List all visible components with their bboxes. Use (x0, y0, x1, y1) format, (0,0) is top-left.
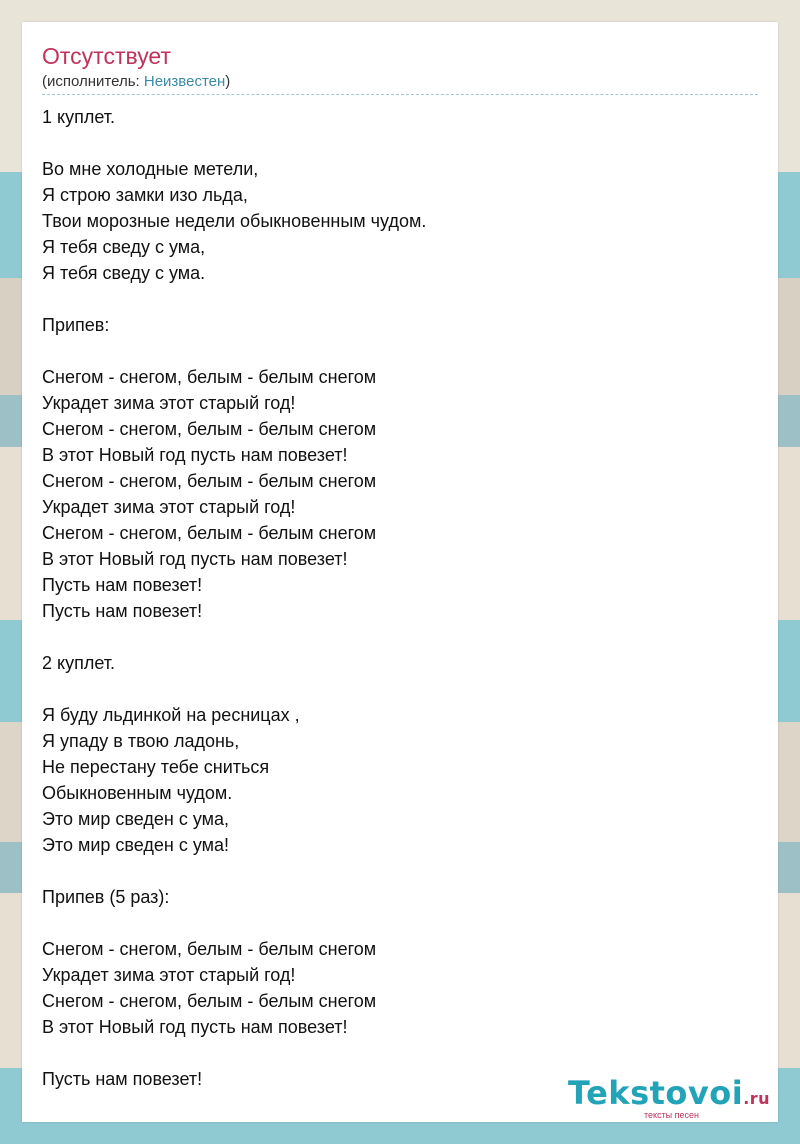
lyric-line: Я тебя сведу с ума. (42, 263, 206, 283)
lyric-line (42, 338, 742, 364)
lyric-line: Не перестану тебе сниться (42, 757, 270, 777)
lyric-line: Это мир сведен с ума, (42, 809, 230, 829)
lyric-line: Припев: (42, 315, 110, 335)
lyric-line: Украдет зима этот старый год! (42, 497, 296, 517)
lyric-line: Снегом - снегом, белым - белым снегом (42, 523, 377, 543)
lyric-line: Пусть нам повезет! (42, 575, 203, 595)
dashed-divider (42, 94, 758, 95)
lyric-line (42, 1040, 742, 1066)
logo-text: Tekstovoi (568, 1074, 744, 1112)
lyric-line: В этот Новый год пусть нам повезет! (42, 549, 348, 569)
lyric-line: Твои морозные недели обыкновенным чудом. (42, 211, 427, 231)
lyric-line: Я буду льдинкой на ресницах , (42, 705, 300, 725)
lyric-line: В этот Новый год пусть нам повезет! (42, 1017, 348, 1037)
lyric-line: Я тебя сведу с ума, (42, 237, 206, 257)
artist-suffix: ) (225, 73, 231, 90)
lyric-line: Пусть нам повезет! (42, 601, 203, 621)
logo-tld: .ru (743, 1089, 771, 1108)
lyric-line: Снегом - снегом, белым - белым снегом (42, 471, 377, 491)
lyric-line: 1 куплет. (42, 107, 116, 127)
lyric-line: Снегом - снегом, белым - белым снегом (42, 367, 377, 387)
lyric-line: Я упаду в твою ладонь, (42, 731, 240, 751)
lyric-line: Обыкновенным чудом. (42, 783, 233, 803)
lyrics-text (42, 104, 742, 1092)
lyric-line: Снегом - снегом, белым - белым снегом (42, 939, 377, 959)
logo-subtitle: тексты песен (644, 1110, 700, 1120)
lyric-line: Украдет зима этот старый год! (42, 393, 296, 413)
lyric-line (42, 858, 742, 884)
artist-line (42, 72, 230, 92)
lyric-line: Снегом - снегом, белым - белым снегом (42, 419, 377, 439)
lyric-line: 2 куплет. (42, 653, 116, 673)
artist-prefix: (исполнитель: (42, 73, 144, 90)
lyrics-sheet (22, 22, 778, 1122)
lyric-line (42, 624, 742, 650)
song-title: Отсутствует (42, 43, 171, 69)
lyric-line (42, 130, 742, 156)
lyric-line: Снегом - снегом, белым - белым снегом (42, 991, 377, 1011)
lyric-line (42, 676, 742, 702)
lyric-line (42, 910, 742, 936)
lyric-line: В этот Новый год пусть нам повезет! (42, 445, 348, 465)
artist-link[interactable]: Неизвестен (143, 73, 226, 90)
lyric-line: Во мне холодные метели, (42, 159, 259, 179)
lyric-line: Это мир сведен с ума! (42, 835, 230, 855)
lyric-line: Украдет зима этот старый год! (42, 965, 296, 985)
lyric-line (42, 286, 742, 312)
lyric-line: Пусть нам повезет! (42, 1069, 203, 1089)
lyric-line: Припев (5 раз): (42, 887, 170, 907)
lyric-line: Я строю замки изо льда, (42, 185, 248, 205)
